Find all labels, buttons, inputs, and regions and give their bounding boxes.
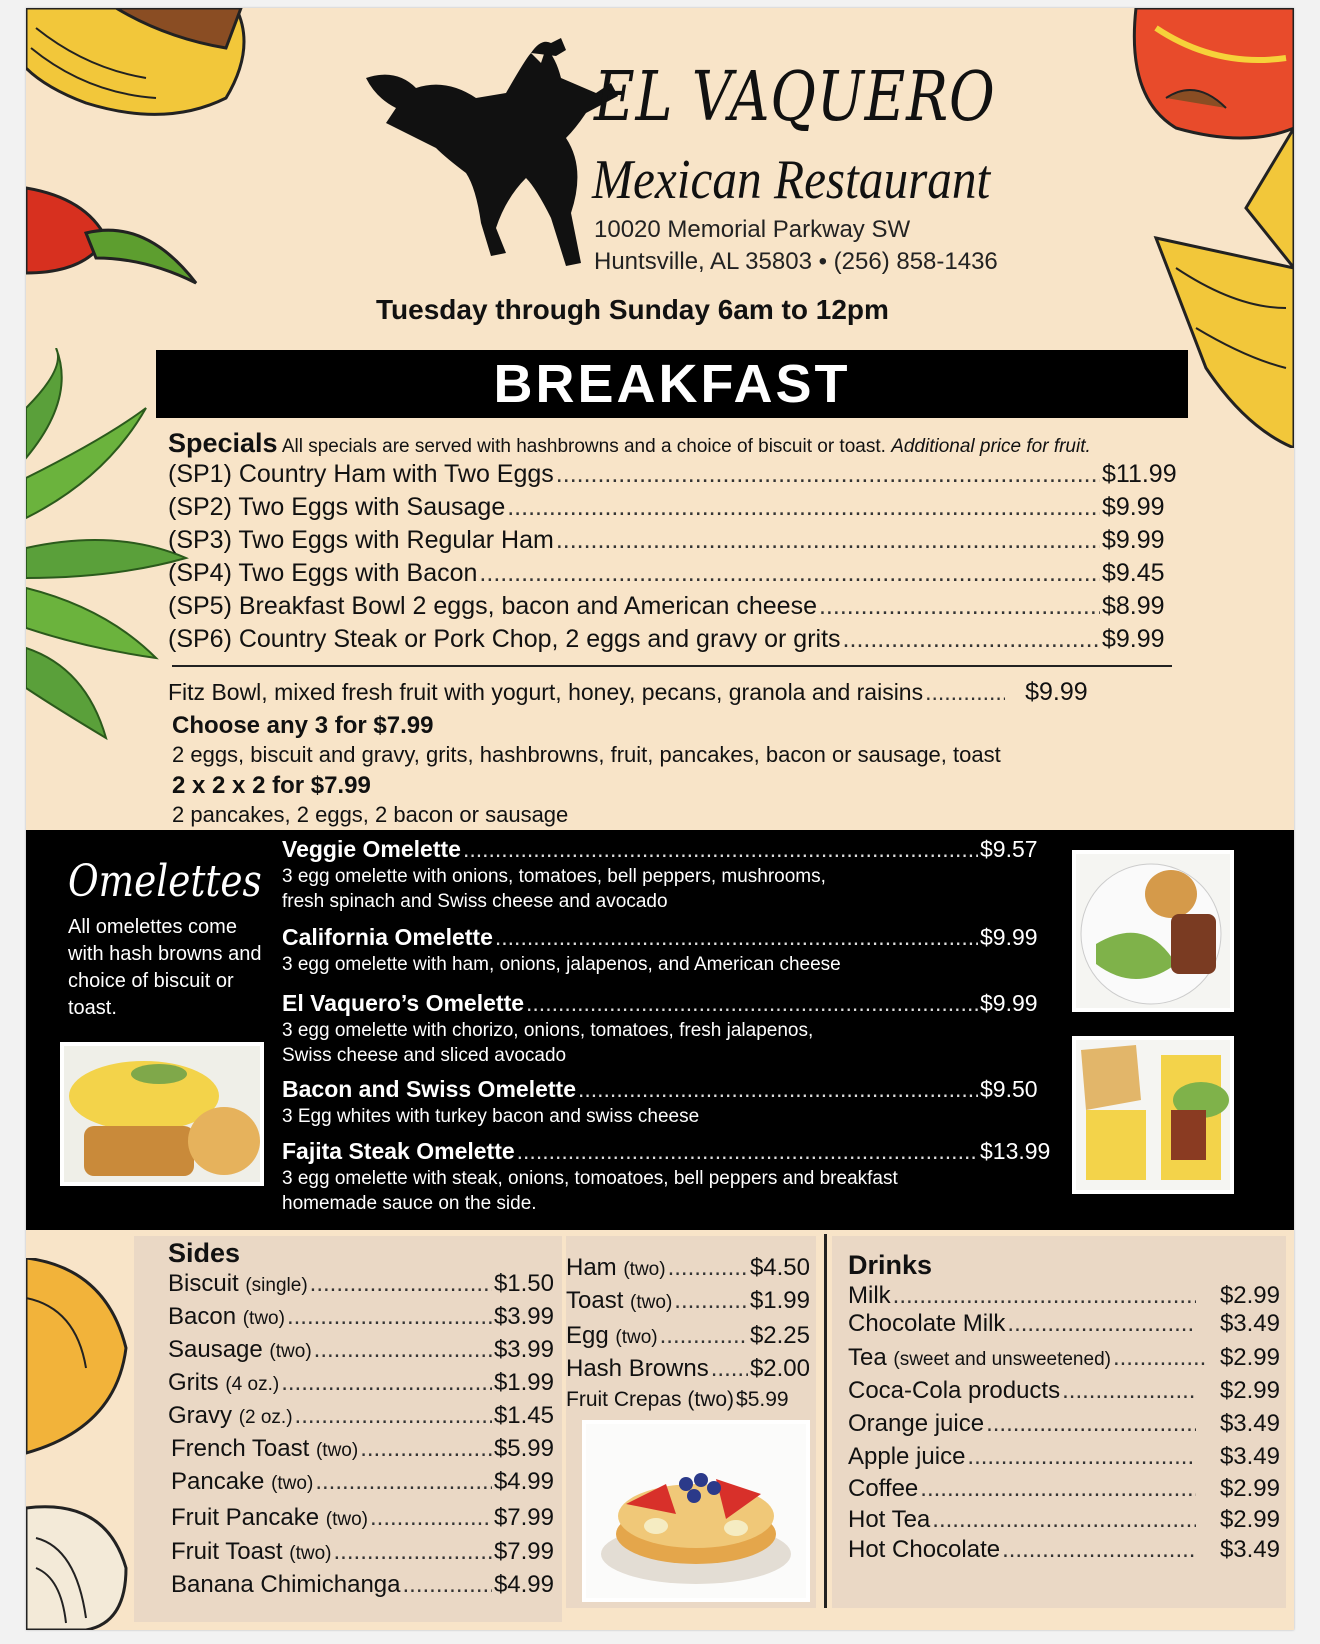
chili-pepper-illustration	[26, 178, 206, 298]
pancake-photo	[582, 1420, 810, 1602]
side-name: Toast	[566, 1287, 624, 1314]
side-name: Fruit Toast	[171, 1538, 283, 1565]
drink-name: Milk	[848, 1282, 891, 1309]
side-price: $7.99	[493, 1538, 554, 1565]
horse-rider-logo	[356, 38, 626, 278]
specials-note-italic: Additional price for fruit.	[891, 436, 1091, 457]
omelette-item	[282, 1138, 1064, 1165]
omelette-photo-right-bottom	[1072, 1036, 1234, 1194]
omelette-desc-line: Swiss cheese and sliced avocado	[282, 1045, 567, 1066]
side-name: Fruit Crepas	[566, 1388, 682, 1411]
drink-price: $2.99	[1219, 1377, 1280, 1404]
side-qty: (two)	[289, 1543, 332, 1564]
special-item	[168, 493, 1188, 522]
side-item	[171, 1435, 554, 1463]
omelette-desc-line: 3 egg omelette with ham, onions, jalapenos, and American cheese	[282, 954, 841, 975]
side-item	[171, 1538, 554, 1566]
side-price: $5.99	[736, 1388, 789, 1411]
pancake-icon	[586, 1424, 806, 1598]
omelette-plate-icon	[64, 1046, 260, 1182]
opening-hours: Tuesday through Sunday 6am to 12pm	[376, 294, 889, 325]
sides-title: Sides	[168, 1238, 241, 1268]
side-price: $4.99	[493, 1468, 554, 1495]
drink-name: Hot Tea	[848, 1506, 931, 1533]
special-price: $9.99	[1102, 493, 1165, 521]
omelette-price: $9.99	[980, 924, 1038, 950]
side-item	[171, 1571, 554, 1599]
drink-item	[848, 1506, 1280, 1534]
side-price: $1.99	[749, 1287, 810, 1314]
omelette-desc-line: 3 egg omelette with chorizo, onions, tomatoes, fresh jalapenos,	[282, 1020, 814, 1041]
drink-name: Tea	[848, 1344, 887, 1371]
side-name: Sausage	[168, 1336, 263, 1363]
special-name: (SP6) Country Steak or Pork Chop, 2 eggs and gravy or grits	[168, 625, 841, 653]
drink-item	[848, 1344, 1280, 1372]
choose-3-desc: 2 eggs, biscuit and gravy, grits, hashbrowns, fruit, pancakes, bacon or sausage, toast	[172, 742, 1001, 767]
side-name: Hash Browns	[566, 1355, 709, 1382]
omelette-desc-line: 3 egg omelette with steak, onions, tomoatoes, bell peppers and breakfast	[282, 1168, 898, 1189]
drink-name: Coca-Cola products	[848, 1377, 1061, 1404]
side-item	[168, 1270, 554, 1298]
side-qty: (two)	[269, 1341, 312, 1362]
special-name: (SP4) Two Eggs with Bacon	[168, 559, 478, 587]
omelette-photo-left	[60, 1042, 264, 1186]
omelette-name: California Omelette	[282, 924, 493, 950]
drinks-divider	[824, 1234, 827, 1608]
bread-illustration	[26, 1258, 136, 1458]
omelette-price: $9.50	[980, 1076, 1038, 1102]
omelette-name: Fajita Steak Omelette	[282, 1138, 515, 1164]
drink-price: $3.49	[1219, 1443, 1280, 1470]
special-name: (SP3) Two Eggs with Regular Ham	[168, 526, 554, 554]
fitz-bowl-price: $9.99	[1025, 678, 1088, 706]
side-price: $2.25	[749, 1322, 810, 1349]
drink-name: Orange juice	[848, 1410, 985, 1437]
side-name: Fruit Pancake	[171, 1504, 320, 1531]
omelette-price: $9.57	[980, 836, 1038, 862]
restaurant-subtitle: Mexican Restaurant	[592, 149, 991, 211]
drink-price: $2.99	[1219, 1282, 1280, 1309]
drinks-title: Drinks	[848, 1250, 933, 1280]
omelettes-title: Omelettes	[68, 856, 262, 907]
omelette-desc	[282, 1104, 699, 1129]
side-price: $1.99	[493, 1369, 554, 1396]
special-price: $9.99	[1102, 625, 1165, 653]
omelettes-section	[26, 830, 1294, 1230]
omelette-desc-line: homemade sauce on the side.	[282, 1193, 537, 1214]
special-price: $9.99	[1102, 526, 1165, 554]
side-price: $2.00	[749, 1355, 810, 1382]
side-name: French Toast	[171, 1435, 310, 1462]
side-name: Gravy	[168, 1402, 233, 1429]
omelette-desc	[282, 864, 826, 914]
specials-header	[168, 428, 1091, 459]
drink-price: $2.99	[1219, 1344, 1280, 1371]
special-item	[168, 592, 1188, 621]
address-line-1: 10020 Memorial Parkway SW	[594, 216, 911, 243]
side-name: Grits	[168, 1369, 219, 1396]
side-name: Banana Chimichanga	[171, 1571, 401, 1598]
omelette-price: $9.99	[980, 990, 1038, 1016]
side-qty: (two)	[615, 1327, 658, 1348]
omelette-desc	[282, 1018, 813, 1068]
restaurant-name: EL VAQUERO	[594, 58, 996, 137]
side-qty: (two)	[325, 1509, 368, 1530]
omelette-item	[282, 836, 1064, 863]
special-price: $11.99	[1102, 460, 1177, 488]
side-item	[168, 1369, 554, 1397]
side-price: $5.99	[493, 1435, 554, 1462]
side-name: Bacon	[168, 1303, 237, 1330]
side-item	[171, 1468, 554, 1496]
side-price: $3.99	[493, 1303, 554, 1330]
combo-title: 2 x 2 x 2 for $7.99	[172, 772, 371, 799]
side-price: $7.99	[493, 1504, 554, 1531]
side-item	[168, 1303, 554, 1331]
drink-qty: (sweet and unsweetened)	[893, 1349, 1111, 1370]
side-item	[566, 1322, 810, 1350]
taco-illustration	[26, 8, 256, 138]
side-price: $3.99	[493, 1336, 554, 1363]
special-item	[168, 526, 1188, 555]
divider	[172, 665, 1172, 667]
omelette-desc-line: 3 Egg whites with turkey bacon and swiss cheese	[282, 1106, 700, 1127]
omelette-name: El Vaquero’s Omelette	[282, 990, 525, 1016]
side-qty: (two)	[242, 1308, 285, 1329]
side-price: $4.99	[493, 1571, 554, 1598]
address-line-2: Huntsville, AL 35803 • (256) 858-1436	[594, 248, 998, 275]
side-qty: (two)	[315, 1440, 359, 1461]
omelette-desc-line: fresh spinach and Swiss cheese and avocado	[282, 891, 668, 912]
side-item	[566, 1287, 810, 1315]
drink-price: $2.99	[1219, 1506, 1280, 1533]
fitz-bowl-name: Fitz Bowl, mixed fresh fruit with yogurt, honey, pecans, granola and raisins	[168, 679, 924, 705]
omelette-item	[282, 924, 1064, 951]
omelette-desc	[282, 952, 841, 977]
drink-name: Coffee	[848, 1475, 919, 1502]
special-item	[168, 625, 1188, 654]
side-qty: (two)	[687, 1388, 735, 1411]
special-item	[168, 460, 1188, 489]
drink-price: $3.49	[1219, 1310, 1280, 1337]
drink-name: Apple juice	[848, 1443, 966, 1470]
specials-title: Specials	[168, 428, 278, 458]
drink-item	[848, 1536, 1280, 1564]
side-qty: (two)	[271, 1473, 314, 1494]
drink-price: $3.49	[1219, 1410, 1280, 1437]
omelettes-note: All omelettes come with hash browns and choice of biscuit or toast.	[68, 916, 262, 1019]
choose-3-title: Choose any 3 for $7.99	[172, 712, 434, 739]
drink-price: $2.99	[1219, 1475, 1280, 1502]
drink-item	[848, 1443, 1280, 1471]
side-qty: (4 oz.)	[225, 1374, 280, 1395]
drink-name: Hot Chocolate	[848, 1536, 1001, 1563]
drink-item	[848, 1377, 1280, 1405]
coconut-illustration	[26, 1498, 136, 1630]
special-name: (SP5) Breakfast Bowl 2 eggs, bacon and American cheese	[168, 592, 817, 620]
specials-note: All specials are served with hashbrowns and a choice of biscuit or toast.	[281, 436, 886, 457]
side-item	[566, 1254, 810, 1282]
drink-name: Chocolate Milk	[848, 1310, 1006, 1337]
omelette-item	[282, 1076, 1064, 1103]
side-price: $1.45	[493, 1402, 554, 1429]
side-item	[566, 1355, 810, 1383]
side-item	[566, 1388, 810, 1412]
breakfast-heading: BREAKFAST	[156, 350, 1188, 418]
omelette-toast-icon	[1076, 1040, 1230, 1190]
side-qty: (2 oz.)	[238, 1407, 293, 1428]
omelette-photo-right-top	[1072, 850, 1234, 1012]
menu-page	[26, 8, 1294, 1630]
special-price: $9.45	[1102, 559, 1165, 587]
drink-item	[848, 1410, 1280, 1438]
side-item	[168, 1336, 554, 1364]
special-name: (SP2) Two Eggs with Sausage	[168, 493, 506, 521]
combo-desc: 2 pancakes, 2 eggs, 2 bacon or sausage	[172, 802, 569, 827]
special-name: (SP1) Country Ham with Two Eggs	[168, 460, 554, 488]
side-qty: (single)	[245, 1275, 308, 1296]
drink-item	[848, 1282, 1280, 1310]
fitz-bowl-item	[168, 678, 1188, 707]
side-qty: (two)	[623, 1259, 666, 1280]
omelette-avocado-icon	[1076, 854, 1230, 1008]
side-price: $1.50	[493, 1270, 554, 1297]
side-item	[168, 1402, 554, 1430]
drink-item	[848, 1475, 1280, 1503]
special-price: $8.99	[1102, 592, 1165, 620]
side-name: Biscuit	[168, 1270, 239, 1297]
omelette-desc-line: 3 egg omelette with onions, tomatoes, bell peppers, mushrooms,	[282, 866, 826, 887]
omelette-name: Bacon and Swiss Omelette	[282, 1076, 576, 1102]
side-qty: (two)	[630, 1292, 673, 1313]
side-name: Pancake	[171, 1468, 265, 1495]
omelette-item	[282, 990, 1064, 1017]
drink-item	[848, 1310, 1280, 1338]
omelette-name: Veggie Omelette	[282, 836, 461, 862]
side-name: Ham	[566, 1254, 617, 1281]
side-price: $4.50	[749, 1254, 810, 1281]
omelette-desc	[282, 1166, 898, 1216]
omelette-price: $13.99	[980, 1138, 1051, 1164]
special-item	[168, 559, 1188, 588]
drink-price: $3.49	[1219, 1536, 1280, 1563]
side-item	[171, 1504, 554, 1532]
side-name: Egg	[566, 1322, 609, 1349]
